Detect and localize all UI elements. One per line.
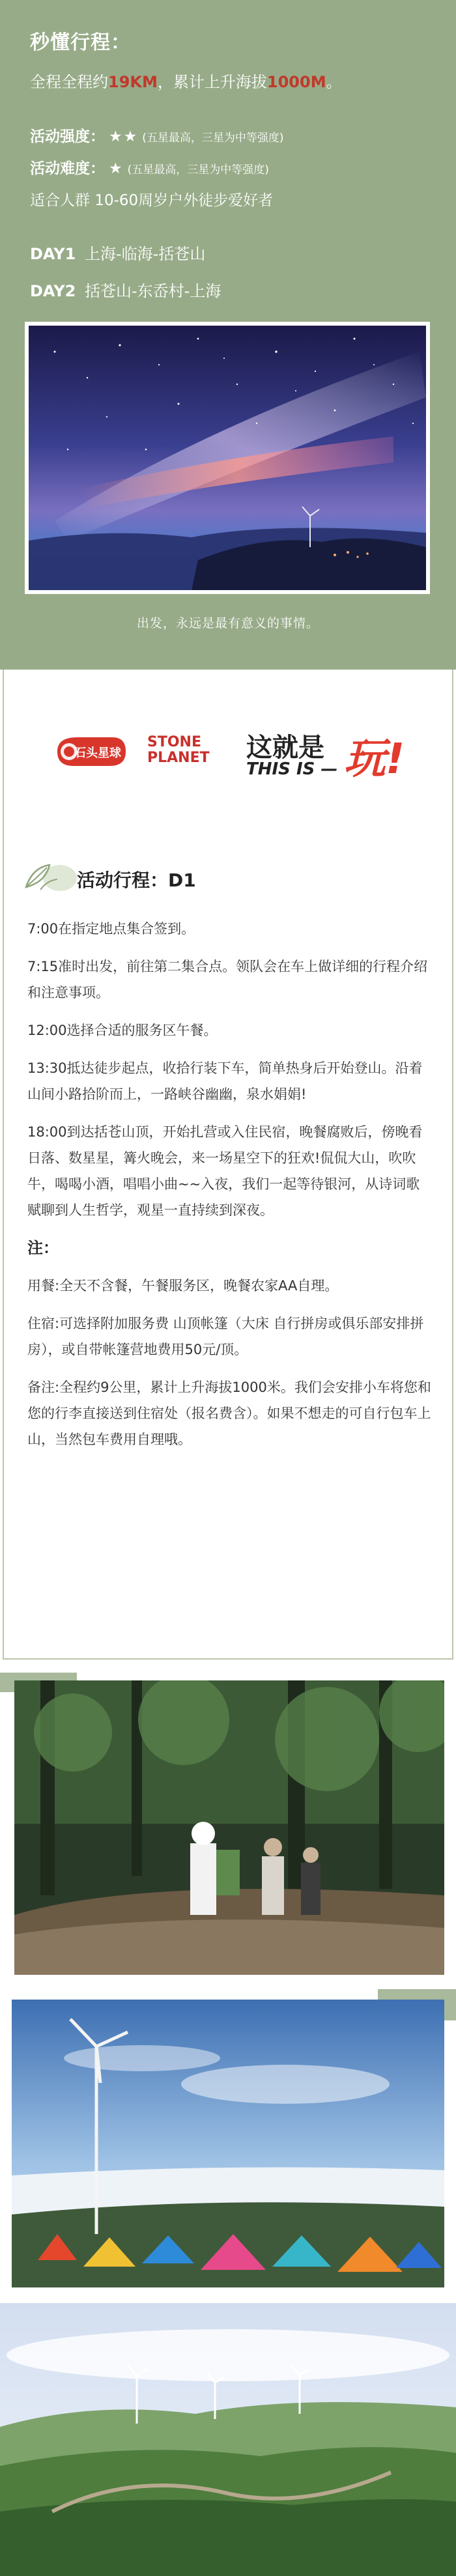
itinerary-body xyxy=(27,916,431,1464)
audience-text: 适合人群 10-60周岁户外徒步爱好者 xyxy=(30,192,274,209)
note-item: 用餐:全天不含餐，午餐服务区，晚餐农家AA自理。 xyxy=(27,1278,339,1294)
starry-sky-photo xyxy=(25,322,430,594)
slogan-en: THIS IS — xyxy=(246,759,338,779)
mountain-ridge-illustration xyxy=(0,2303,456,2576)
logo-cn-text: 石头星球 xyxy=(74,746,121,760)
difficulty-row xyxy=(30,156,426,178)
photo-gallery xyxy=(0,1673,456,2576)
day2-route: 括苍山-东岙村-上海 xyxy=(85,282,221,300)
trip-overview-section xyxy=(0,0,456,670)
itinerary-item: 13:30抵达徒步起点，收拾行装下车，简单热身后开始登山。沿着山间小路拾阶而上，一路峡谷幽幽，泉水娟娟! xyxy=(27,1060,423,1102)
brand-header xyxy=(51,720,416,786)
logo-en-text xyxy=(147,735,210,766)
notes-title: 注： xyxy=(27,1239,59,1257)
summary-prefix: 全程全程约 xyxy=(30,73,108,91)
slogan xyxy=(246,722,455,787)
distance-value: 19KM xyxy=(108,73,158,91)
slogan-zh: 这就是 xyxy=(246,733,324,763)
stone-planet-logo-icon xyxy=(51,732,129,771)
intensity-label: 活动强度： xyxy=(30,128,105,145)
forest-hikers-illustration xyxy=(14,1680,444,1975)
logo-en-line2: PLANET xyxy=(147,750,210,766)
summary-mid: ，累计上升海拔 xyxy=(157,73,267,91)
itinerary-title: 活动行程：D1 xyxy=(77,870,196,891)
logo-en-line1: STONE xyxy=(147,734,201,750)
day1-row xyxy=(30,241,426,264)
windmill-campsite-photo xyxy=(12,2000,444,2287)
itinerary-item: 7:00在指定地点集合签到。 xyxy=(27,921,195,937)
itinerary-item: 18:00到达括苍山顶，开始扎营或入住民宿，晚餐腐败后，傍晚看日落、数星星，篝火晚会，来一场星空下的狂欢!侃侃大山，吹吹牛，喝喝小酒，唱唱小曲~~入夜，我们一起等待银河，从诗词歌赋聊到人生哲学，观星一直持续到深夜。 xyxy=(27,1124,423,1218)
intensity-row xyxy=(30,124,426,146)
forest-hikers-photo xyxy=(14,1680,444,1975)
difficulty-stars-icon: ★ xyxy=(109,160,124,177)
itinerary-section xyxy=(0,670,456,1673)
overview-heading: 秒懂行程： xyxy=(30,31,131,54)
starry-sky-illustration xyxy=(29,326,426,590)
hero-caption: 出发，永远是最有意义的事情。 xyxy=(136,616,319,630)
itinerary-item: 7:15准时出发，前往第二集合点。领队会在车上做详细的行程介绍和注意事项。 xyxy=(27,959,428,1000)
difficulty-label: 活动难度： xyxy=(30,160,105,177)
mountain-ridge-windmills-photo xyxy=(0,2303,456,2576)
windmill-campsite-illustration xyxy=(12,2000,444,2287)
itinerary-card xyxy=(3,670,453,1660)
note-item: 备注:全程约9公里，累计上升海拔1000米。我们会安排小车将您和您的行李直接送到住宿处（报名费含）。如果不想走的可自行包车上山，当然包车费用自理哦。 xyxy=(27,1380,431,1447)
leaf-icon xyxy=(21,858,79,895)
day1-label: DAY1 xyxy=(30,245,76,263)
itinerary-title-row xyxy=(21,858,438,898)
summary-suffix: 。 xyxy=(326,73,342,91)
trip-summary xyxy=(30,69,426,92)
itinerary-item: 12:00选择合适的服务区午餐。 xyxy=(27,1023,218,1038)
difficulty-note: (五星最高，三星为中等强度) xyxy=(127,163,269,177)
intensity-note: (五星最高，三星为中等强度) xyxy=(142,132,284,145)
day2-row xyxy=(30,278,426,301)
intensity-stars-icon: ★★ xyxy=(109,128,139,145)
elevation-value: 1000M xyxy=(266,73,326,91)
day2-label: DAY2 xyxy=(30,282,76,300)
day1-route: 上海-临海-括苍山 xyxy=(85,245,206,263)
note-item: 住宿:可选择附加服务费 山顶帐篷（大床 自行拼房或俱乐部安排拼房），或自带帐篷营地费用50元/顶。 xyxy=(27,1316,424,1357)
slogan-play: 玩! xyxy=(344,735,405,784)
